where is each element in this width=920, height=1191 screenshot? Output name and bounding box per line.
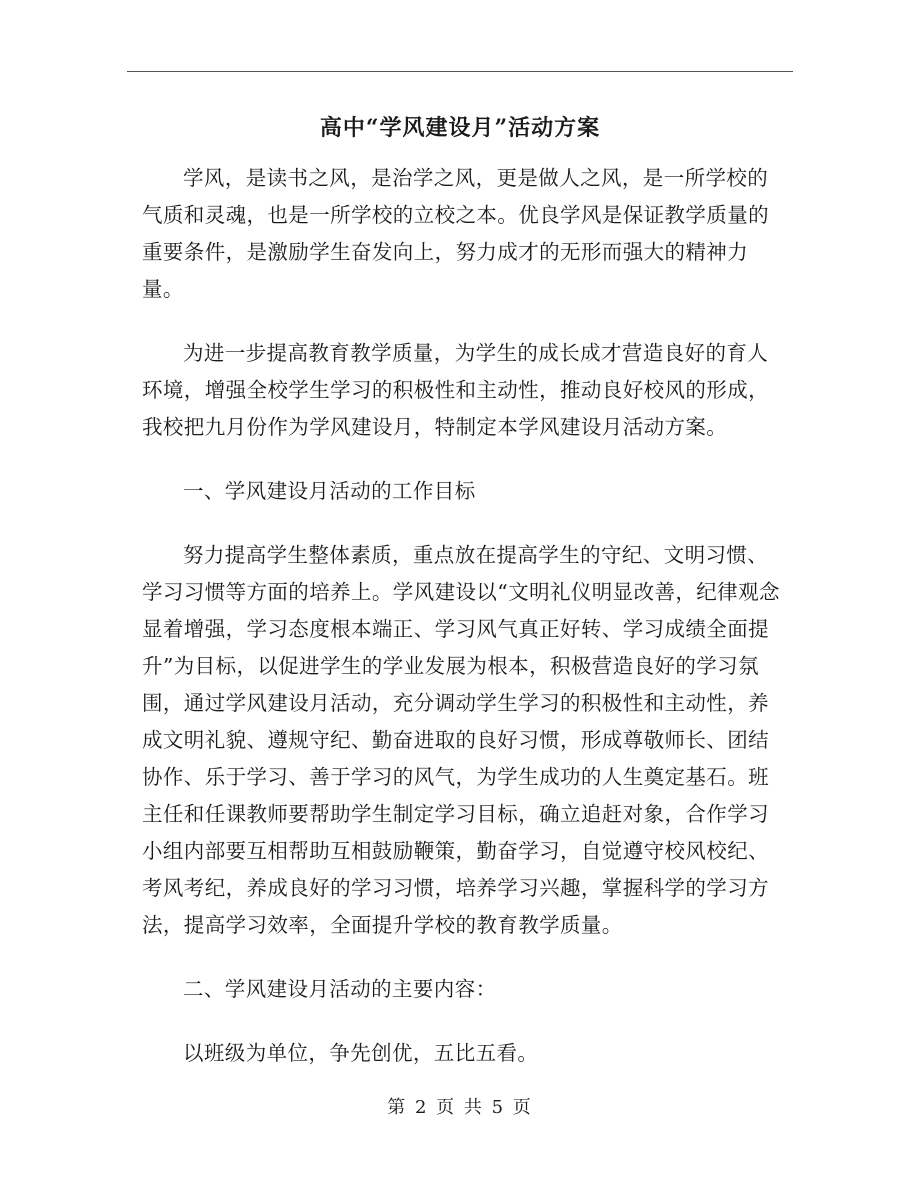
header-rule (127, 71, 793, 72)
document-body (142, 160, 784, 1099)
document-title: 高中“学风建设月”活动方案 (319, 115, 601, 141)
page-number: 第 2 页 共 5 页 (387, 1097, 533, 1118)
section-1-text: 努力提高学生整体素质，重点放在提高学生的守纪、文明习惯、学习习惯等方面的培养上。学风建设以“文明礼仪明显改善，纪律观念显着增强，学习态度根本端正、学习风气真正好转、学习成绩全面提升”为目标，以促进学生的学业发展为根本，积极营造良好的学习氛围，通过学风建设月活动，充分调动学生学习的积极性和主动性，养成文明礼貌、遵规守纪、勤奋进取的良好习惯，形成尊敬师长、团结协作、乐于学习、善于学习的风气，为学生成功的人生奠定基石。班主任和任课教师要帮助学生制定学习目标，确立追赶对象，合作学习小组内部要互相帮助互相鼓励鞭策，勤奋学习，自觉遵守校风校纪、考风考纪，养成良好的学习习惯，培养学习兴趣，掌握科学的学习方法，提高学习效率，全面提升学校的教育教学质量。 (142, 543, 780, 937)
section-2-heading: 二、学风建设月活动的主要内容： (183, 977, 497, 1001)
intro-paragraph-2: 为进一步提高教育教学质量，为学生的成长成才营造良好的育人环境，增强全校学生学习的积极性和主动性，推动良好校风的形成，我校把九月份作为学风建设月，特制定本学风建设月活动方案。 (142, 341, 769, 439)
section-2-text: 以班级为单位，争先创优，五比五看。 (183, 1041, 539, 1065)
section-1-heading: 一、学风建设月活动的工作目标 (183, 479, 476, 503)
intro-paragraph-1: 学风，是读书之风，是治学之风，更是做人之风，是一所学校的气质和灵魂，也是一所学校的立校之本。优良学风是保证教学质量的重要条件，是激励学生奋发向上，努力成才的无形而强大的精神力量。 (142, 166, 769, 301)
